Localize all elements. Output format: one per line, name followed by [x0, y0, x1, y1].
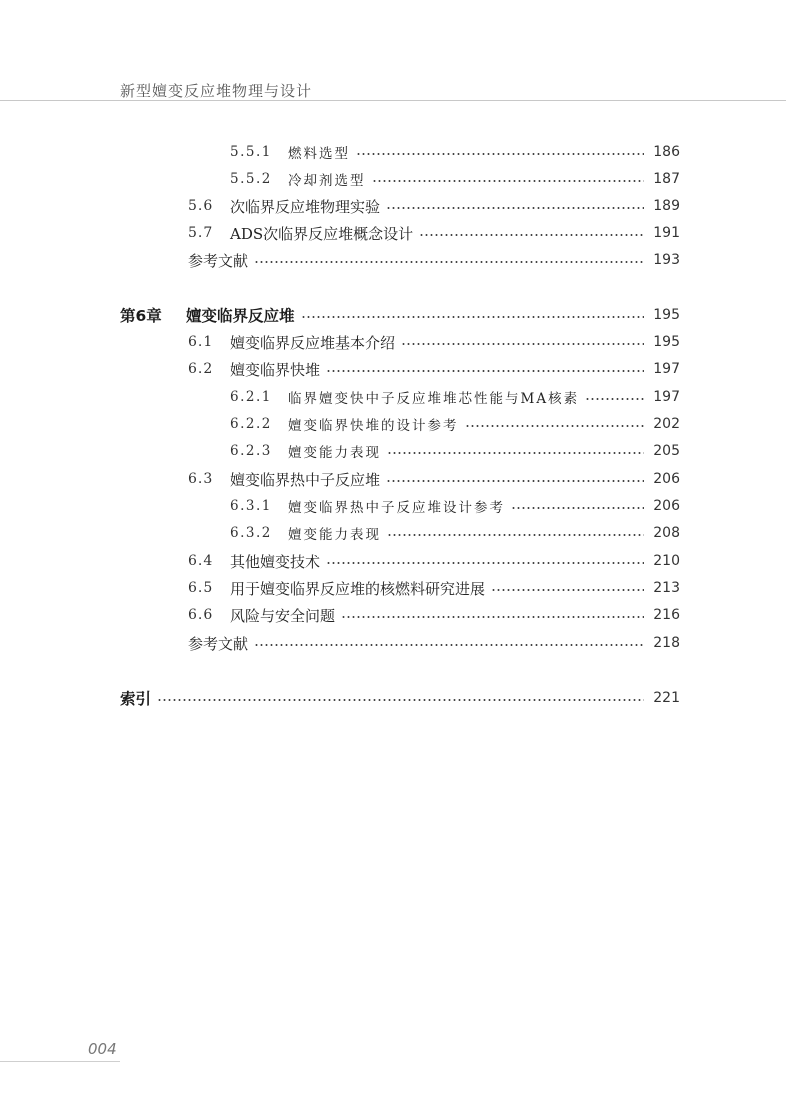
footer-rule	[0, 1061, 120, 1062]
toc-entry-page: 186	[653, 144, 680, 160]
toc-entry-section[interactable]	[188, 603, 680, 627]
toc-entry-title: 参考文献	[188, 634, 249, 653]
toc-entry-sub[interactable]	[230, 412, 680, 436]
toc-entry-title: 嬗变能力表现	[288, 527, 381, 543]
toc-entry-page: 216	[653, 607, 680, 623]
toc-entry-title: 嬗变临界快堆的设计参考	[288, 418, 459, 434]
dot-leader	[387, 452, 644, 454]
dot-leader	[301, 316, 644, 318]
toc-entry-sub[interactable]	[230, 494, 680, 518]
toc-entry-number: 6.6	[188, 607, 214, 623]
dot-leader	[419, 234, 644, 236]
dot-leader	[465, 425, 645, 427]
toc-entry-page: 197	[653, 389, 680, 405]
toc-entry-sub[interactable]	[230, 439, 680, 463]
toc-entry-title: 嬗变临界热中子反应堆	[230, 470, 381, 489]
dot-leader	[387, 534, 644, 536]
toc-entry-title: 临界嬗变快中子反应堆堆芯性能与MA核素	[288, 391, 580, 407]
toc-entry-page: 206	[653, 471, 680, 487]
running-header-title: 新型嬗变反应堆物理与设计	[120, 82, 313, 100]
toc-entry-page: 202	[653, 416, 680, 432]
toc-entry-number: 6.3	[188, 471, 214, 487]
toc-entry-page: 210	[653, 553, 680, 569]
toc-entry-title: 次临界反应堆物理实验	[230, 197, 381, 216]
toc-entry-title: 索引	[120, 690, 152, 708]
toc-entry-page: 193	[653, 252, 680, 268]
toc-entry-number: 6.2.1	[230, 389, 272, 405]
toc-entry-number: 6.3.1	[230, 498, 272, 514]
dot-leader	[491, 589, 644, 591]
toc-entry-page: 195	[653, 334, 680, 350]
toc-entry-number: 5.6	[188, 198, 214, 214]
toc-entry-section[interactable]	[188, 549, 680, 573]
toc-entry-page: 213	[653, 580, 680, 596]
toc-entry-number: 6.4	[188, 553, 214, 569]
dot-leader	[585, 398, 644, 400]
toc-entry-page: 206	[653, 498, 680, 514]
toc-entry-number: 6.1	[188, 334, 214, 350]
toc-entry-title: 嬗变临界反应堆	[186, 307, 295, 325]
toc-entry-number: 6.2.3	[230, 443, 272, 459]
toc-entry-page: 197	[653, 361, 680, 377]
toc-entry-page: 218	[653, 635, 680, 651]
dot-leader	[341, 616, 644, 618]
toc-entry-number: 6.5	[188, 580, 214, 596]
toc-entry-number: 5.5.2	[230, 171, 272, 187]
toc-entry-title: ADS次临界反应堆概念设计	[230, 224, 414, 243]
toc-entry-ref[interactable]	[188, 248, 680, 272]
toc-entry-sub[interactable]	[230, 521, 680, 545]
toc-entry-title: 参考文献	[188, 251, 249, 270]
toc-entry-title: 嬗变能力表现	[288, 445, 381, 461]
toc-entry-title: 用于嬗变临界反应堆的核燃料研究进展	[230, 579, 486, 598]
toc-entry-number: 5.5.1	[230, 144, 272, 160]
toc-entry-sub[interactable]	[230, 167, 680, 191]
toc-entry-number: 第6章	[120, 307, 162, 325]
toc-entry-title: 风险与安全问题	[230, 606, 336, 625]
toc-entry-number: 5.7	[188, 225, 214, 241]
toc-entry-section[interactable]	[188, 330, 680, 354]
toc-entry-page: 187	[653, 171, 680, 187]
toc-entry-section[interactable]	[188, 194, 680, 218]
dot-leader	[356, 153, 644, 155]
toc-entry-page: 195	[653, 307, 680, 323]
toc-entry-section[interactable]	[188, 576, 680, 600]
dot-leader	[372, 180, 645, 182]
toc-entry-chapter[interactable]	[120, 686, 680, 710]
toc-entry-section[interactable]	[188, 221, 680, 245]
dot-leader	[386, 207, 644, 209]
toc-entry-title: 其他嬗变技术	[230, 552, 321, 571]
toc-entry-title: 嬗变临界快堆	[230, 360, 321, 379]
toc-entry-page: 189	[653, 198, 680, 214]
dot-leader	[254, 644, 644, 646]
toc-entry-title: 嬗变临界热中子反应堆设计参考	[288, 500, 505, 516]
dot-leader	[401, 343, 644, 345]
dot-leader	[326, 562, 644, 564]
dot-leader	[386, 480, 644, 482]
toc-entry-sub[interactable]	[230, 385, 680, 409]
toc-entry-title: 燃料选型	[288, 146, 350, 162]
dot-leader	[511, 507, 644, 509]
dot-leader	[157, 699, 644, 701]
toc-entry-page: 221	[653, 690, 680, 706]
dot-leader	[254, 261, 644, 263]
toc-entry-section[interactable]	[188, 467, 680, 491]
toc-entry-ref[interactable]	[188, 631, 680, 655]
toc-entry-title: 嬗变临界反应堆基本介绍	[230, 333, 396, 352]
toc-entry-section[interactable]	[188, 357, 680, 381]
toc-entry-number: 6.3.2	[230, 525, 272, 541]
toc-entry-chapter[interactable]	[120, 303, 680, 327]
toc-entry-page: 208	[653, 525, 680, 541]
toc-entry-number: 6.2.2	[230, 416, 272, 432]
toc-entry-title: 冷却剂选型	[288, 173, 366, 189]
toc-entry-number: 6.2	[188, 361, 214, 377]
page-number: 004	[88, 1040, 117, 1058]
toc-entry-sub[interactable]	[230, 140, 680, 164]
toc-entry-page: 191	[653, 225, 680, 241]
toc-entry-page: 205	[653, 443, 680, 459]
dot-leader	[326, 370, 644, 372]
